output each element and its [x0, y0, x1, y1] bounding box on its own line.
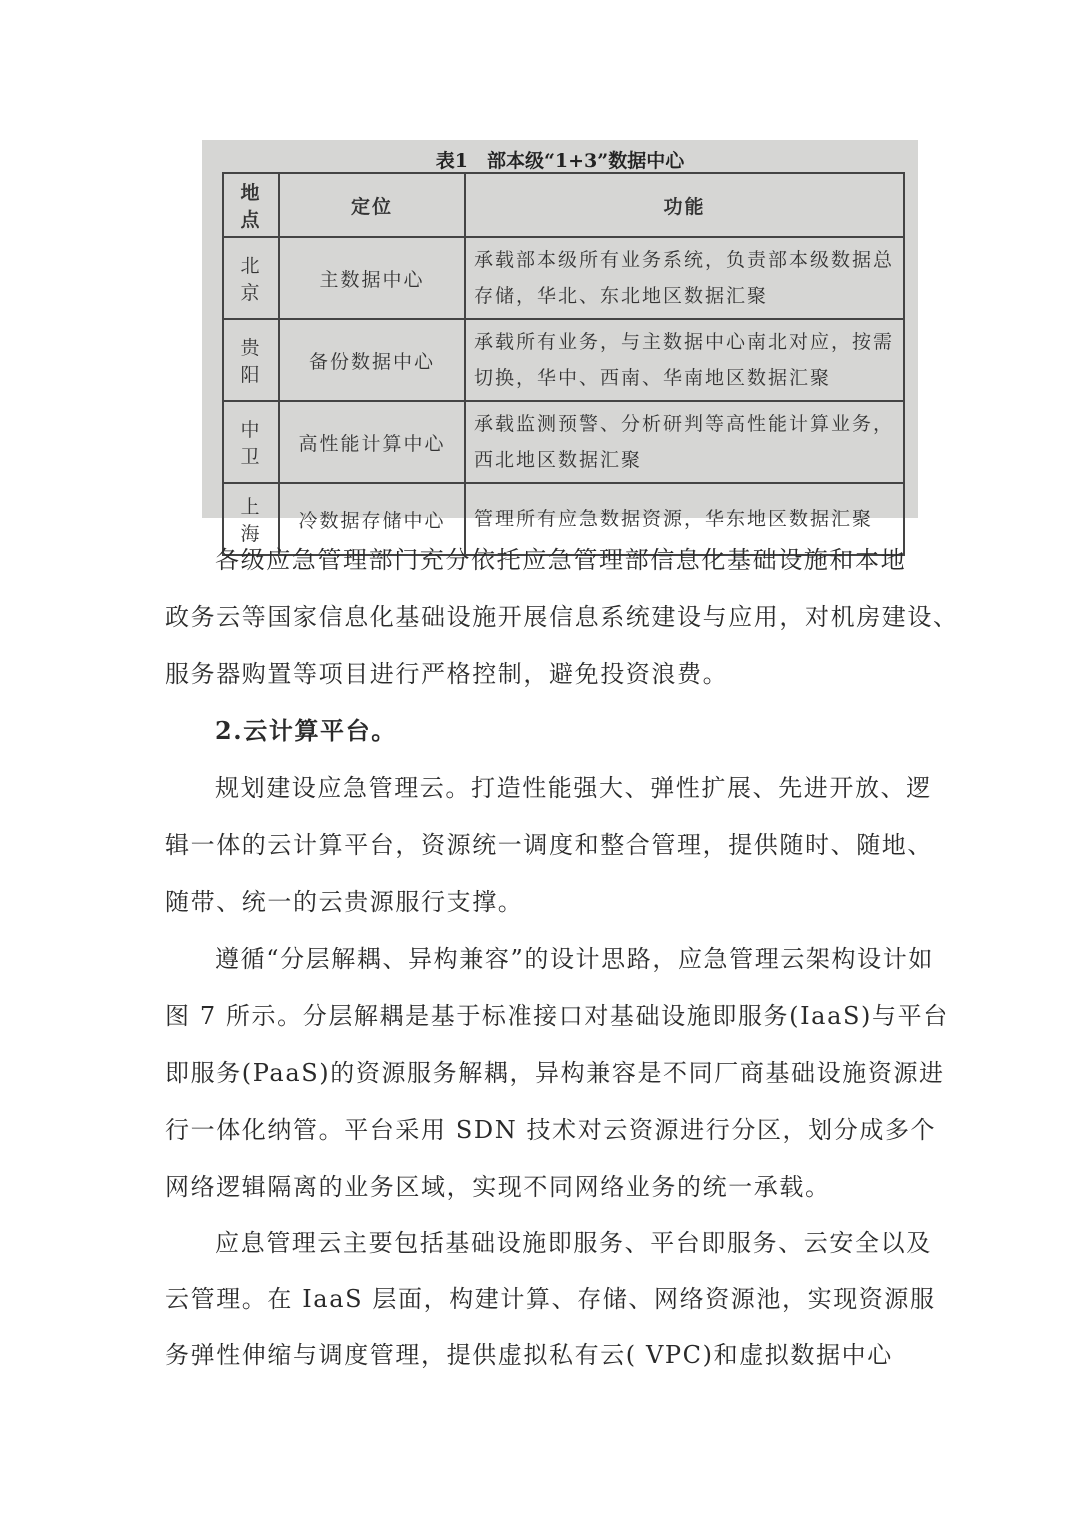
text-line: 政务云等国家信息化基础设施开展信息系统建设与应用，对机房建设、 — [165, 603, 959, 631]
cell-location: 上海 — [223, 483, 279, 555]
data-center-table — [222, 172, 905, 556]
cell-role: 备份数据中心 — [279, 319, 465, 401]
text-line: 规划建设应急管理云。打造性能强大、弹性扩展、先进开放、逻 — [215, 774, 932, 802]
text-line: 云管理。在 IaaS 层面，构建计算、存储、网络资源池，实现资源服 — [165, 1285, 936, 1313]
header-role: 定位 — [279, 173, 465, 237]
text-line: 务弹性伸缩与调度管理，提供虚拟私有云( VPC)和虚拟数据中心 — [165, 1341, 893, 1369]
text-line: 各级应急管理部门充分依托应急管理部信息化基础设施和本地 — [215, 546, 907, 574]
text-line: 辑一体的云计算平台，资源统一调度和整合管理，提供随时、随地、 — [165, 831, 933, 859]
cell-function: 承载监测预警、分析研判等高性能计算业务，西北地区数据汇聚 — [465, 401, 904, 483]
cell-role: 冷数据存储中心 — [279, 483, 465, 555]
table-header-row — [223, 173, 904, 237]
text-line: 遵循“分层解耦、异构兼容”的设计思路，应急管理云架构设计如 — [215, 945, 934, 973]
section-heading: 2.云计算平台。 — [215, 716, 397, 745]
cell-role: 主数据中心 — [279, 237, 465, 319]
text-line: 服务器购置等项目进行严格控制，避免投资浪费。 — [165, 660, 729, 688]
text-line: 即服务(PaaS)的资源服务解耦，异构兼容是不同厂商基础设施资源进 — [165, 1059, 945, 1087]
table-photo — [202, 140, 918, 545]
table-caption: 表1 部本级“1+3”数据中心 — [435, 150, 685, 172]
text-line: 行一体化纳管。平台采用 SDN 技术对云资源进行分区，划分成多个 — [165, 1116, 937, 1144]
table-row — [223, 319, 904, 401]
cell-location: 北京 — [223, 237, 279, 319]
cell-function: 承载所有业务，与主数据中心南北对应，按需切换，华中、西南、华南地区数据汇聚 — [465, 319, 904, 401]
text-line: 网络逻辑隔离的业务区域，实现不同网络业务的统一承载。 — [165, 1173, 831, 1201]
cell-role: 高性能计算中心 — [279, 401, 465, 483]
table-row — [223, 237, 904, 319]
text-line: 图 7 所示。分层解耦是基于标准接口对基础设施即服务(IaaS)与平台 — [165, 1002, 949, 1030]
text-line: 应息管理云主要包括基础设施即服务、平台即服务、云安全以及 — [215, 1229, 932, 1257]
cell-function: 承载部本级所有业务系统，负责部本级数据总存储，华北、东北地区数据汇聚 — [465, 237, 904, 319]
table-row — [223, 401, 904, 483]
header-function: 功能 — [465, 173, 904, 237]
header-location: 地点 — [223, 173, 279, 237]
cell-location: 贵阳 — [223, 319, 279, 401]
text-line: 随带、统一的云贵源服行支撑。 — [165, 888, 524, 916]
cell-function: 管理所有应急数据资源，华东地区数据汇聚 — [465, 483, 904, 555]
cell-location: 中卫 — [223, 401, 279, 483]
